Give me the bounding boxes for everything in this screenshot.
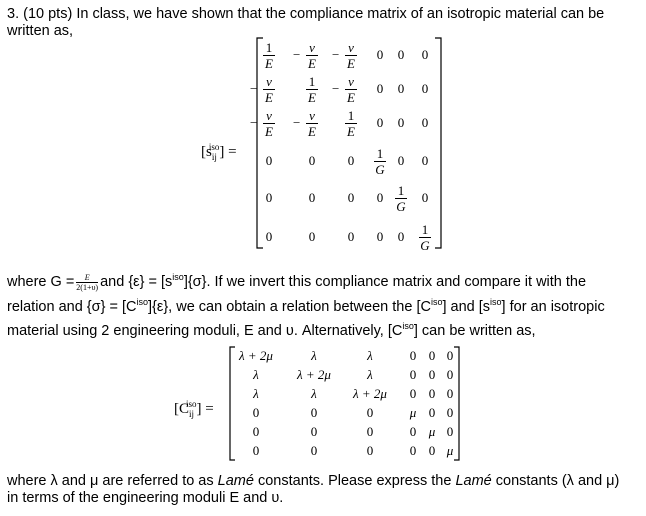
compliance-cell: ν E <box>260 108 278 139</box>
minus-sign: − <box>250 81 258 96</box>
stiffness-cell: 0 <box>446 348 454 363</box>
stiffness-cell: λ <box>367 367 373 382</box>
compliance-cell: 0 <box>308 153 316 168</box>
stiffness-cell: λ <box>253 386 259 401</box>
stiffness-cell: 0 <box>409 424 417 439</box>
middle-line3: material using 2 engineering moduli, E and υ. Alternatively, $[C^{iso}]$ can be written as, <box>7 321 536 339</box>
compliance-cell: 0 <box>347 229 355 244</box>
stiffness-cell: 0 <box>310 424 318 439</box>
compliance-cell: 0 <box>347 153 355 168</box>
compliance-cell: 1 E <box>260 40 278 71</box>
minus-sign: − <box>332 81 340 96</box>
compliance-cell: 1 G <box>420 222 430 253</box>
stiffness-cell: μ <box>428 424 436 439</box>
compliance-cell: 0 <box>376 115 384 130</box>
stiffness-cell: λ <box>311 348 317 363</box>
stiffness-cell: 0 <box>409 367 417 382</box>
closing-line2: in terms of the engineering moduli E and υ. <box>7 490 284 506</box>
problem-intro-text: In class, we have shown that the compliance matrix of an isotropic material can be <box>76 6 605 22</box>
compliance-cell: 0 <box>265 190 273 205</box>
stiffness-cell: 0 <box>366 405 374 420</box>
middle-line1: where $G = \frac{E}{2(1+\upsilon)}$ and $\{\varepsilon\} = [s^{iso}]\{\sigma\}$. If we invert this compliance matrix and compare it with the <box>7 272 587 292</box>
compliance-cell: ν E <box>342 40 360 71</box>
stiffness-cell: λ + 2μ <box>297 367 331 382</box>
stiffness-cell: 0 <box>428 367 436 382</box>
stiffness-cell: 0 <box>446 405 454 420</box>
stiffness-cell: 0 <box>252 443 260 458</box>
problem-points: (10 pts) <box>23 6 73 22</box>
compliance-cell: 0 <box>376 47 384 62</box>
compliance-cell: 0 <box>421 115 429 130</box>
minus-sign: − <box>293 115 301 130</box>
stiffness-cell: 0 <box>446 424 454 439</box>
compliance-cell: 0 <box>376 229 384 244</box>
stiffness-cell: λ <box>367 348 373 363</box>
compliance-cell: 0 <box>308 229 316 244</box>
compliance-cell: 0 <box>421 190 429 205</box>
stiffness-cell: 0 <box>366 424 374 439</box>
stiffness-cell: μ <box>409 405 417 420</box>
middle-line2: relation and $\{\sigma\} = [C^{iso}]\{\varepsilon\}$, we can obtain a relation between the $[C^{iso}]$ and $[s^{iso}]$ for an isotropic <box>7 297 605 315</box>
compliance-cell: 0 <box>421 153 429 168</box>
compliance-cell: 0 <box>397 81 405 96</box>
compliance-cell: 0 <box>397 47 405 62</box>
compliance-cell: 0 <box>397 153 405 168</box>
compliance-matrix-label: $[s_{ij}^{iso}]$ = <box>201 142 237 162</box>
stiffness-cell: λ <box>253 367 259 382</box>
stiffness-cell: 0 <box>409 348 417 363</box>
compliance-cell: 0 <box>397 115 405 130</box>
compliance-cell: 0 <box>376 81 384 96</box>
problem-number: 3. <box>7 6 20 22</box>
compliance-cell: 0 <box>265 153 273 168</box>
stiffness-cell: μ <box>446 443 454 458</box>
compliance-cell: 0 <box>376 190 384 205</box>
compliance-cell: 0 <box>397 229 405 244</box>
stiffness-cell: 0 <box>252 424 260 439</box>
stiffness-cell: 0 <box>428 386 436 401</box>
compliance-cell: 1 E <box>303 74 321 105</box>
stiffness-cell: 0 <box>252 405 260 420</box>
compliance-cell: ν E <box>342 74 360 105</box>
stiffness-cell: 0 <box>428 405 436 420</box>
stiffness-cell: 0 <box>409 443 417 458</box>
compliance-cell: 0 <box>308 190 316 205</box>
compliance-cell: ν E <box>260 74 278 105</box>
minus-sign: − <box>250 115 258 130</box>
stiffness-cell: 0 <box>446 367 454 382</box>
compliance-cell: 0 <box>265 229 273 244</box>
stiffness-cell: 0 <box>310 443 318 458</box>
stiffness-matrix-label: $[C_{ij}^{iso}]$ = <box>174 399 214 419</box>
problem-intro-line2: written as, <box>7 23 74 39</box>
compliance-cell: 0 <box>421 47 429 62</box>
minus-sign: − <box>293 47 301 62</box>
stiffness-cell: λ + 2μ <box>239 348 273 363</box>
compliance-cell: 1 G <box>375 146 385 177</box>
compliance-cell: ν E <box>303 108 321 139</box>
stiffness-cell: 0 <box>446 386 454 401</box>
stiffness-cell: 0 <box>310 405 318 420</box>
g-fraction: $\frac{E}{2(1+\upsilon)}$ <box>76 272 99 292</box>
closing-line1: where λ and μ are referred to as Lamé constants. Please express the Lamé constants (λ and μ) <box>7 473 620 489</box>
stiffness-cell: 0 <box>366 443 374 458</box>
compliance-cell: ν E <box>303 40 321 71</box>
stiffness-cell: 0 <box>409 386 417 401</box>
compliance-cell: 1 E <box>342 108 360 139</box>
compliance-cell: 0 <box>421 81 429 96</box>
compliance-cell: 0 <box>347 190 355 205</box>
stiffness-cell: λ + 2μ <box>353 386 387 401</box>
stiffness-cell: λ <box>311 386 317 401</box>
minus-sign: − <box>332 47 340 62</box>
stiffness-cell: 0 <box>428 348 436 363</box>
compliance-cell: 1 G <box>396 183 406 214</box>
stiffness-cell: 0 <box>428 443 436 458</box>
